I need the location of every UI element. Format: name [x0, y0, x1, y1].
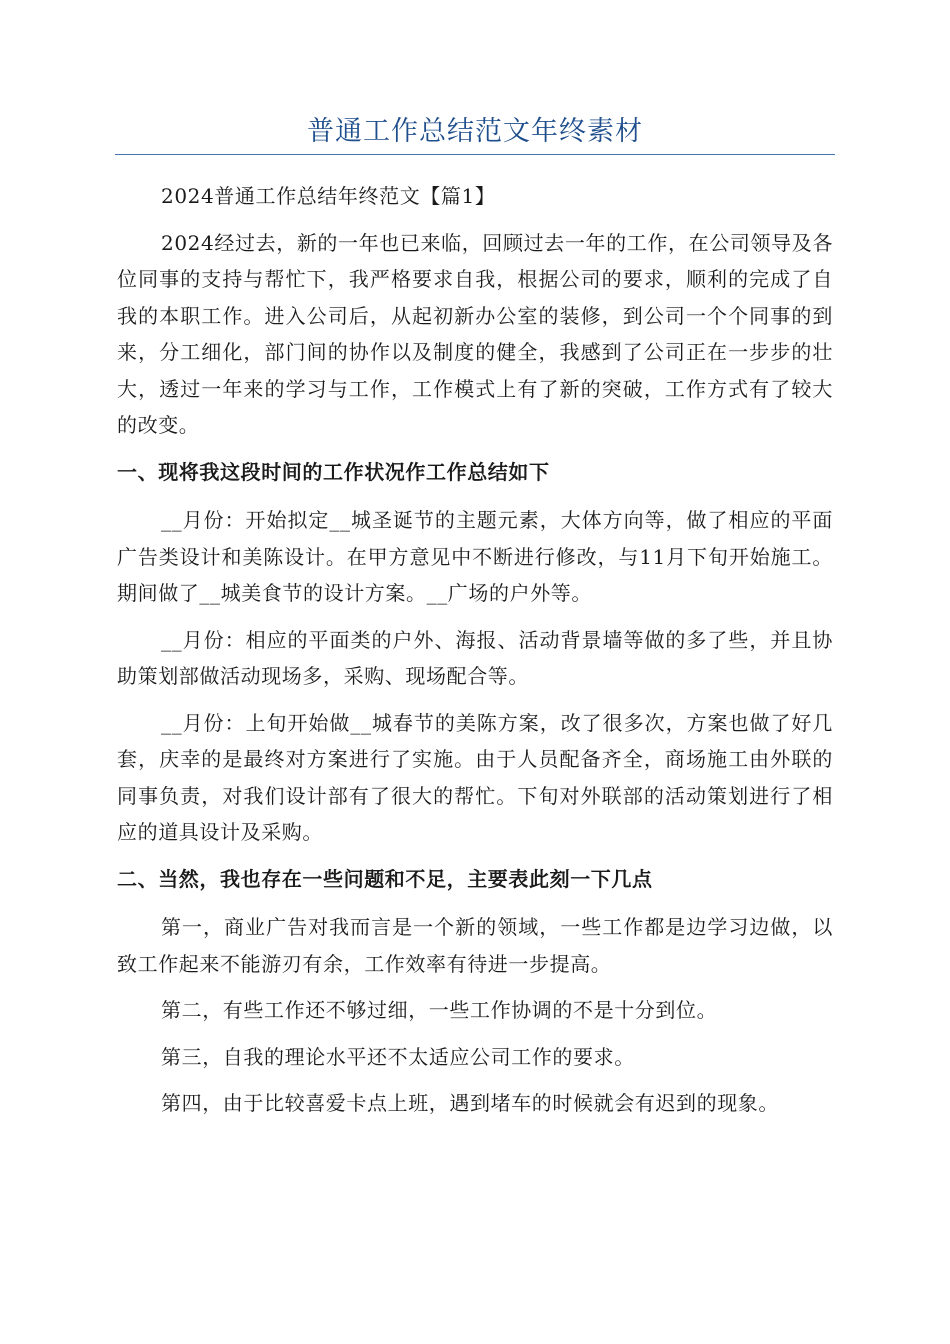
intro-paragraph: 2024经过去，新的一年也已来临，回顾过去一年的工作，在公司领导及各位同事的支持与帮忙下，我严格要求自我，根据公司的要求，顺利的完成了自我的本职工作。进入公司后，从起初新办公室的装修，到公司一个个同事的到来，分工细化，部门间的协作以及制度的健全，我感到了公司正在一步步的壮大，透过一年来的学习与工作，工作模式上有了新的突破，工作方式有了较大的改变。 [117, 230, 833, 437]
issue-paragraph: 第三，自我的理论水平还不太适应公司工作的要求。 [161, 1044, 635, 1069]
document-body [117, 178, 833, 1132]
document-title: 普通工作总结范文年终素材 [307, 116, 643, 147]
month-paragraph: __月份：相应的平面类的户外、海报、活动背景墙等做的多了些，并且协助策划部做活动现场多，采购、现场配合等。 [117, 627, 833, 688]
issue-paragraph: 第二，有些工作还不够过细，一些工作协调的不是十分到位。 [161, 998, 718, 1022]
issue-paragraph: 第一，商业广告对我而言是一个新的领域，一些工作都是边学习边做，以致工作起来不能游刃有余，工作效率有待进一步提高。 [117, 915, 833, 976]
month-paragraph: __月份：开始拟定__城圣诞节的主题元素，大体方向等，做了相应的平面广告类设计和美陈设计。在甲方意见中不断进行修改，与11月下旬开始施工。期间做了__城美食节的设计方案。__广场的户外等。 [117, 508, 833, 605]
section-heading-2: 二、当然，我也存在一些问题和不足，主要表此刻一下几点 [117, 866, 653, 891]
section-heading-1: 一、现将我这段时间的工作状况作工作总结如下 [117, 459, 550, 484]
issue-paragraph: 第四，由于比较喜爱卡点上班，遇到堵车的时候就会有迟到的现象。 [161, 1091, 779, 1115]
article-subtitle: 2024普通工作总结年终范文【篇1】 [161, 184, 496, 208]
title-underline [115, 154, 835, 155]
month-paragraph: __月份：上旬开始做__城春节的美陈方案，改了很多次，方案也做了好几套，庆幸的是最终对方案进行了实施。由于人员配备齐全，商场施工由外联的同事负责，对我们设计部有了很大的帮忙。下旬对外联部的活动策划进行了相应的道具设计及采购。 [117, 710, 833, 844]
